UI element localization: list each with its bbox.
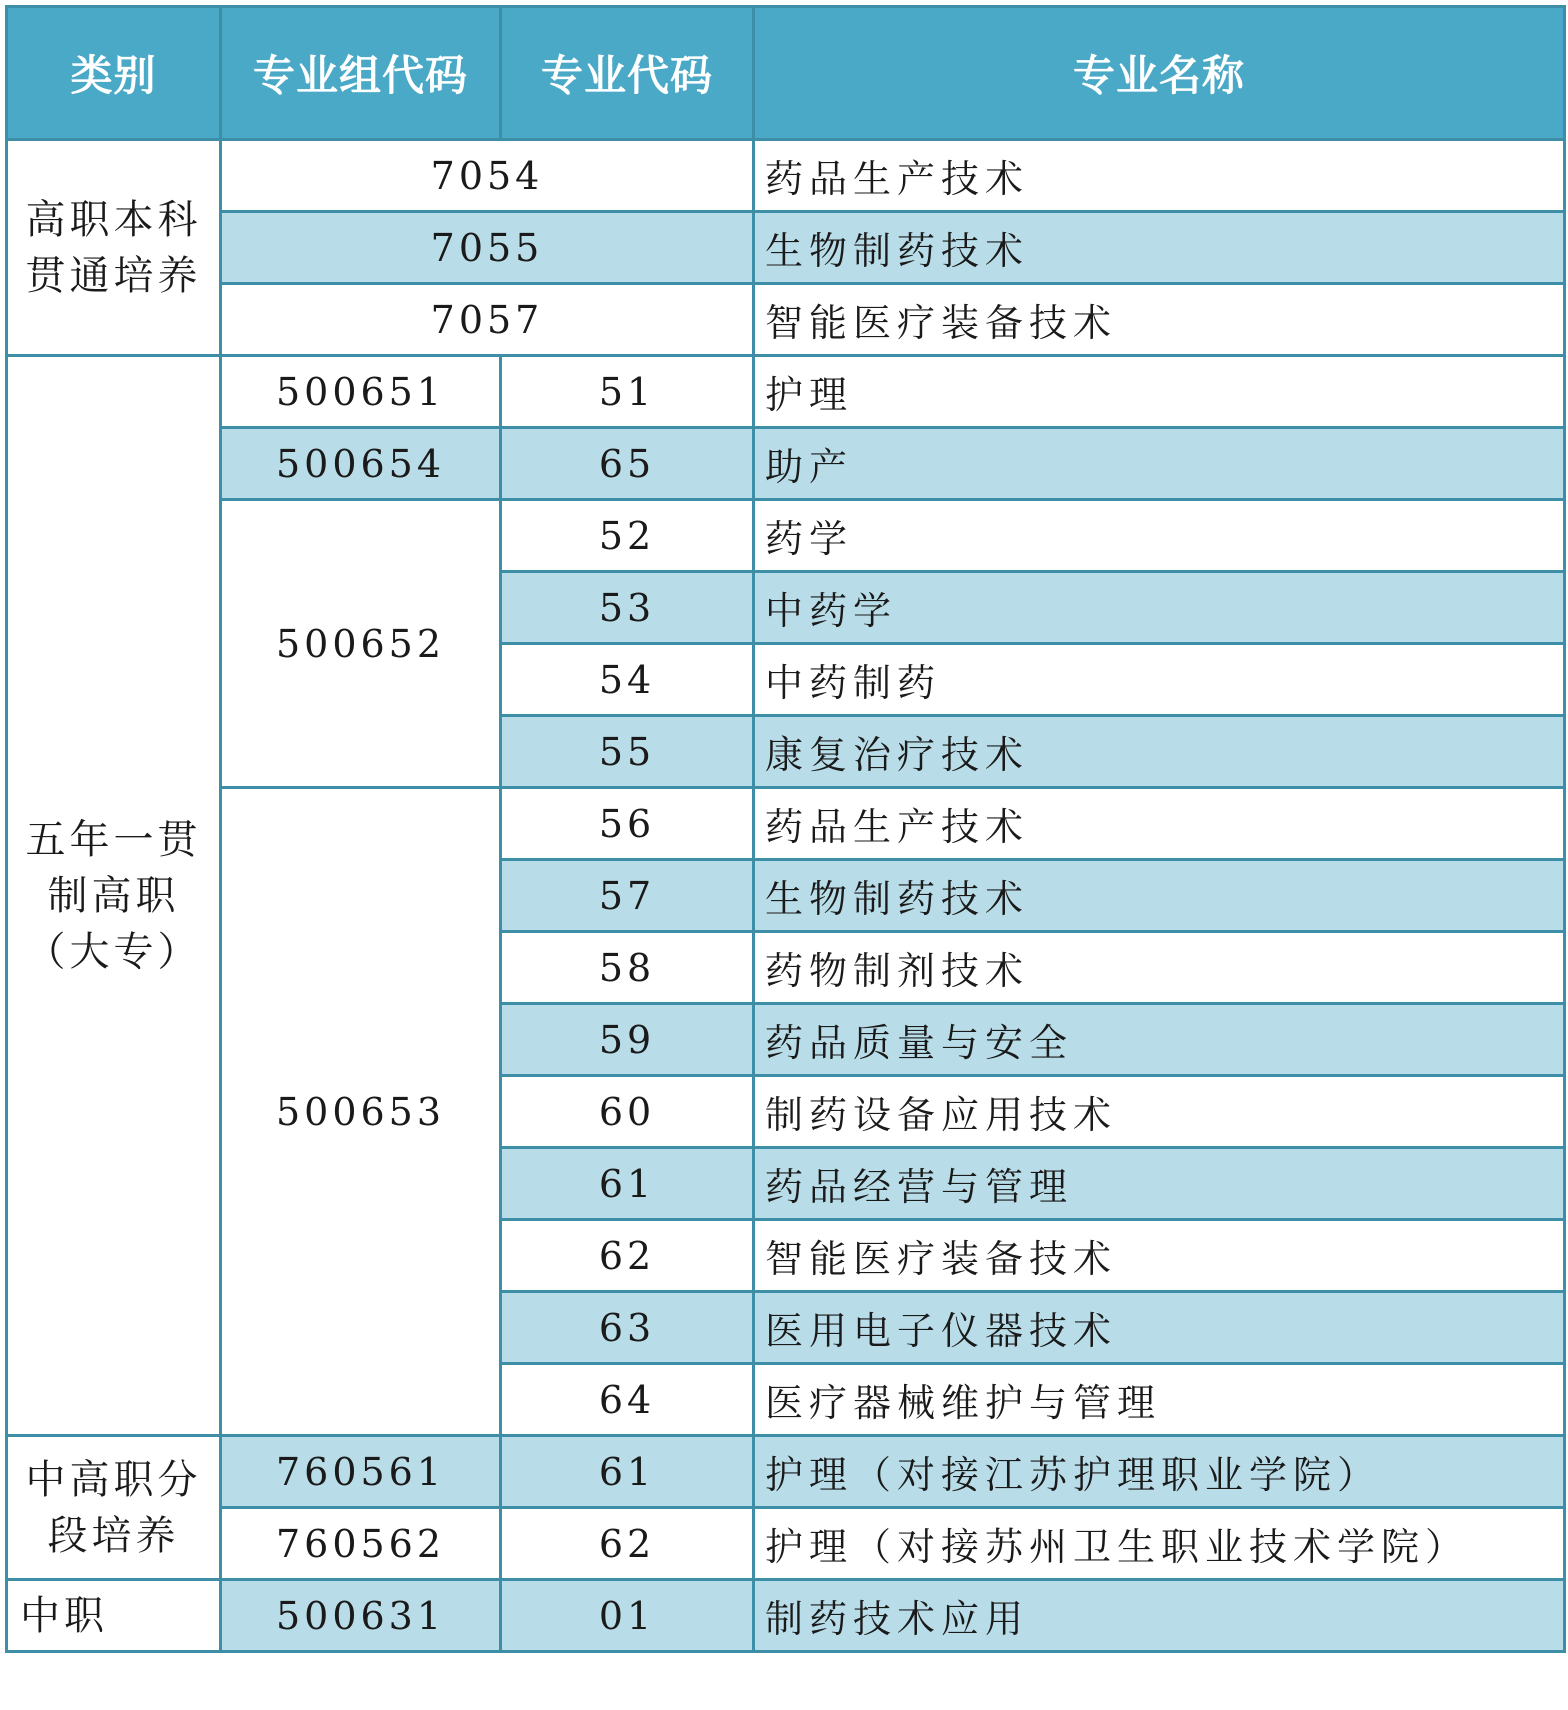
table-row [7,356,1565,428]
major-name-cell: 生物制药技术 [754,860,1565,932]
major-name-cell: 护理（对接江苏护理职业学院） [754,1436,1565,1508]
major-name-cell: 药品生产技术 [754,140,1565,212]
table-row [7,1580,1565,1652]
major-code-cell: 58 [501,932,754,1004]
major-code-cell: 61 [501,1148,754,1220]
header-group-code: 专业组代码 [221,7,501,140]
category-cell [7,1436,221,1580]
table-row [7,788,1565,860]
group-code-cell: 760562 [221,1508,501,1580]
major-code-cell: 56 [501,788,754,860]
header-major-name: 专业名称 [754,7,1565,140]
category-line: （大专） [25,928,202,975]
category-line: 中高职分 [25,1456,202,1503]
major-name-cell: 护理 [754,356,1565,428]
group-code-cell: 500651 [221,356,501,428]
major-code-cell: 60 [501,1076,754,1148]
code-cell: 7054 [221,140,754,212]
table-row [7,428,1565,500]
major-code-cell: 64 [501,1364,754,1436]
category-line: 贯通培养 [25,252,202,299]
major-name-cell: 制药设备应用技术 [754,1076,1565,1148]
major-code-cell: 55 [501,716,754,788]
table-body [7,140,1565,1652]
major-code-cell: 51 [501,356,754,428]
header-category: 类别 [7,7,221,140]
table-row [7,284,1565,356]
major-name-cell: 生物制药技术 [754,212,1565,284]
group-code-cell: 500652 [221,500,501,788]
group-code-cell: 500653 [221,788,501,1436]
table-header [7,7,1565,140]
group-code-cell: 500654 [221,428,501,500]
major-code-cell: 63 [501,1292,754,1364]
major-code-cell: 61 [501,1436,754,1508]
major-name-cell: 智能医疗装备技术 [754,284,1565,356]
major-name-cell: 药物制剂技术 [754,932,1565,1004]
major-code-cell: 57 [501,860,754,932]
table-row [7,140,1565,212]
major-name-cell: 护理（对接苏州卫生职业技术学院） [754,1508,1565,1580]
major-name-cell: 中药制药 [754,644,1565,716]
header-major-code: 专业代码 [501,7,754,140]
major-name-cell: 药品质量与安全 [754,1004,1565,1076]
major-code-cell: 62 [501,1220,754,1292]
major-name-cell: 药学 [754,500,1565,572]
category-line: 高职本科 [25,196,202,243]
group-code-cell: 760561 [221,1436,501,1508]
major-code-cell: 53 [501,572,754,644]
category-cell [7,356,221,1436]
major-code-cell: 54 [501,644,754,716]
category-cell [7,140,221,356]
major-name-cell: 制药技术应用 [754,1580,1565,1652]
major-name-cell: 智能医疗装备技术 [754,1220,1565,1292]
major-code-cell: 59 [501,1004,754,1076]
majors-table [5,5,1566,1653]
table-row [7,1508,1565,1580]
major-name-cell: 医用电子仪器技术 [754,1292,1565,1364]
category-line: 五年一贯 [25,816,202,863]
major-code-cell: 65 [501,428,754,500]
major-name-cell: 康复治疗技术 [754,716,1565,788]
major-name-cell: 药品经营与管理 [754,1148,1565,1220]
major-name-cell: 中药学 [754,572,1565,644]
header-row [7,7,1565,140]
category-cell [7,1580,221,1652]
major-name-cell: 药品生产技术 [754,788,1565,860]
major-name-cell: 助产 [754,428,1565,500]
major-code-cell: 62 [501,1508,754,1580]
major-code-cell: 52 [501,500,754,572]
category-line: 中职 [20,1592,108,1639]
code-cell: 7055 [221,212,754,284]
group-code-cell: 500631 [221,1580,501,1652]
major-code-cell: 01 [501,1580,754,1652]
category-line: 段培养 [47,1512,180,1559]
table-row [7,500,1565,572]
table-row [7,1436,1565,1508]
table-row [7,212,1565,284]
category-line: 制高职 [47,872,180,919]
major-name-cell: 医疗器械维护与管理 [754,1364,1565,1436]
code-cell: 7057 [221,284,754,356]
